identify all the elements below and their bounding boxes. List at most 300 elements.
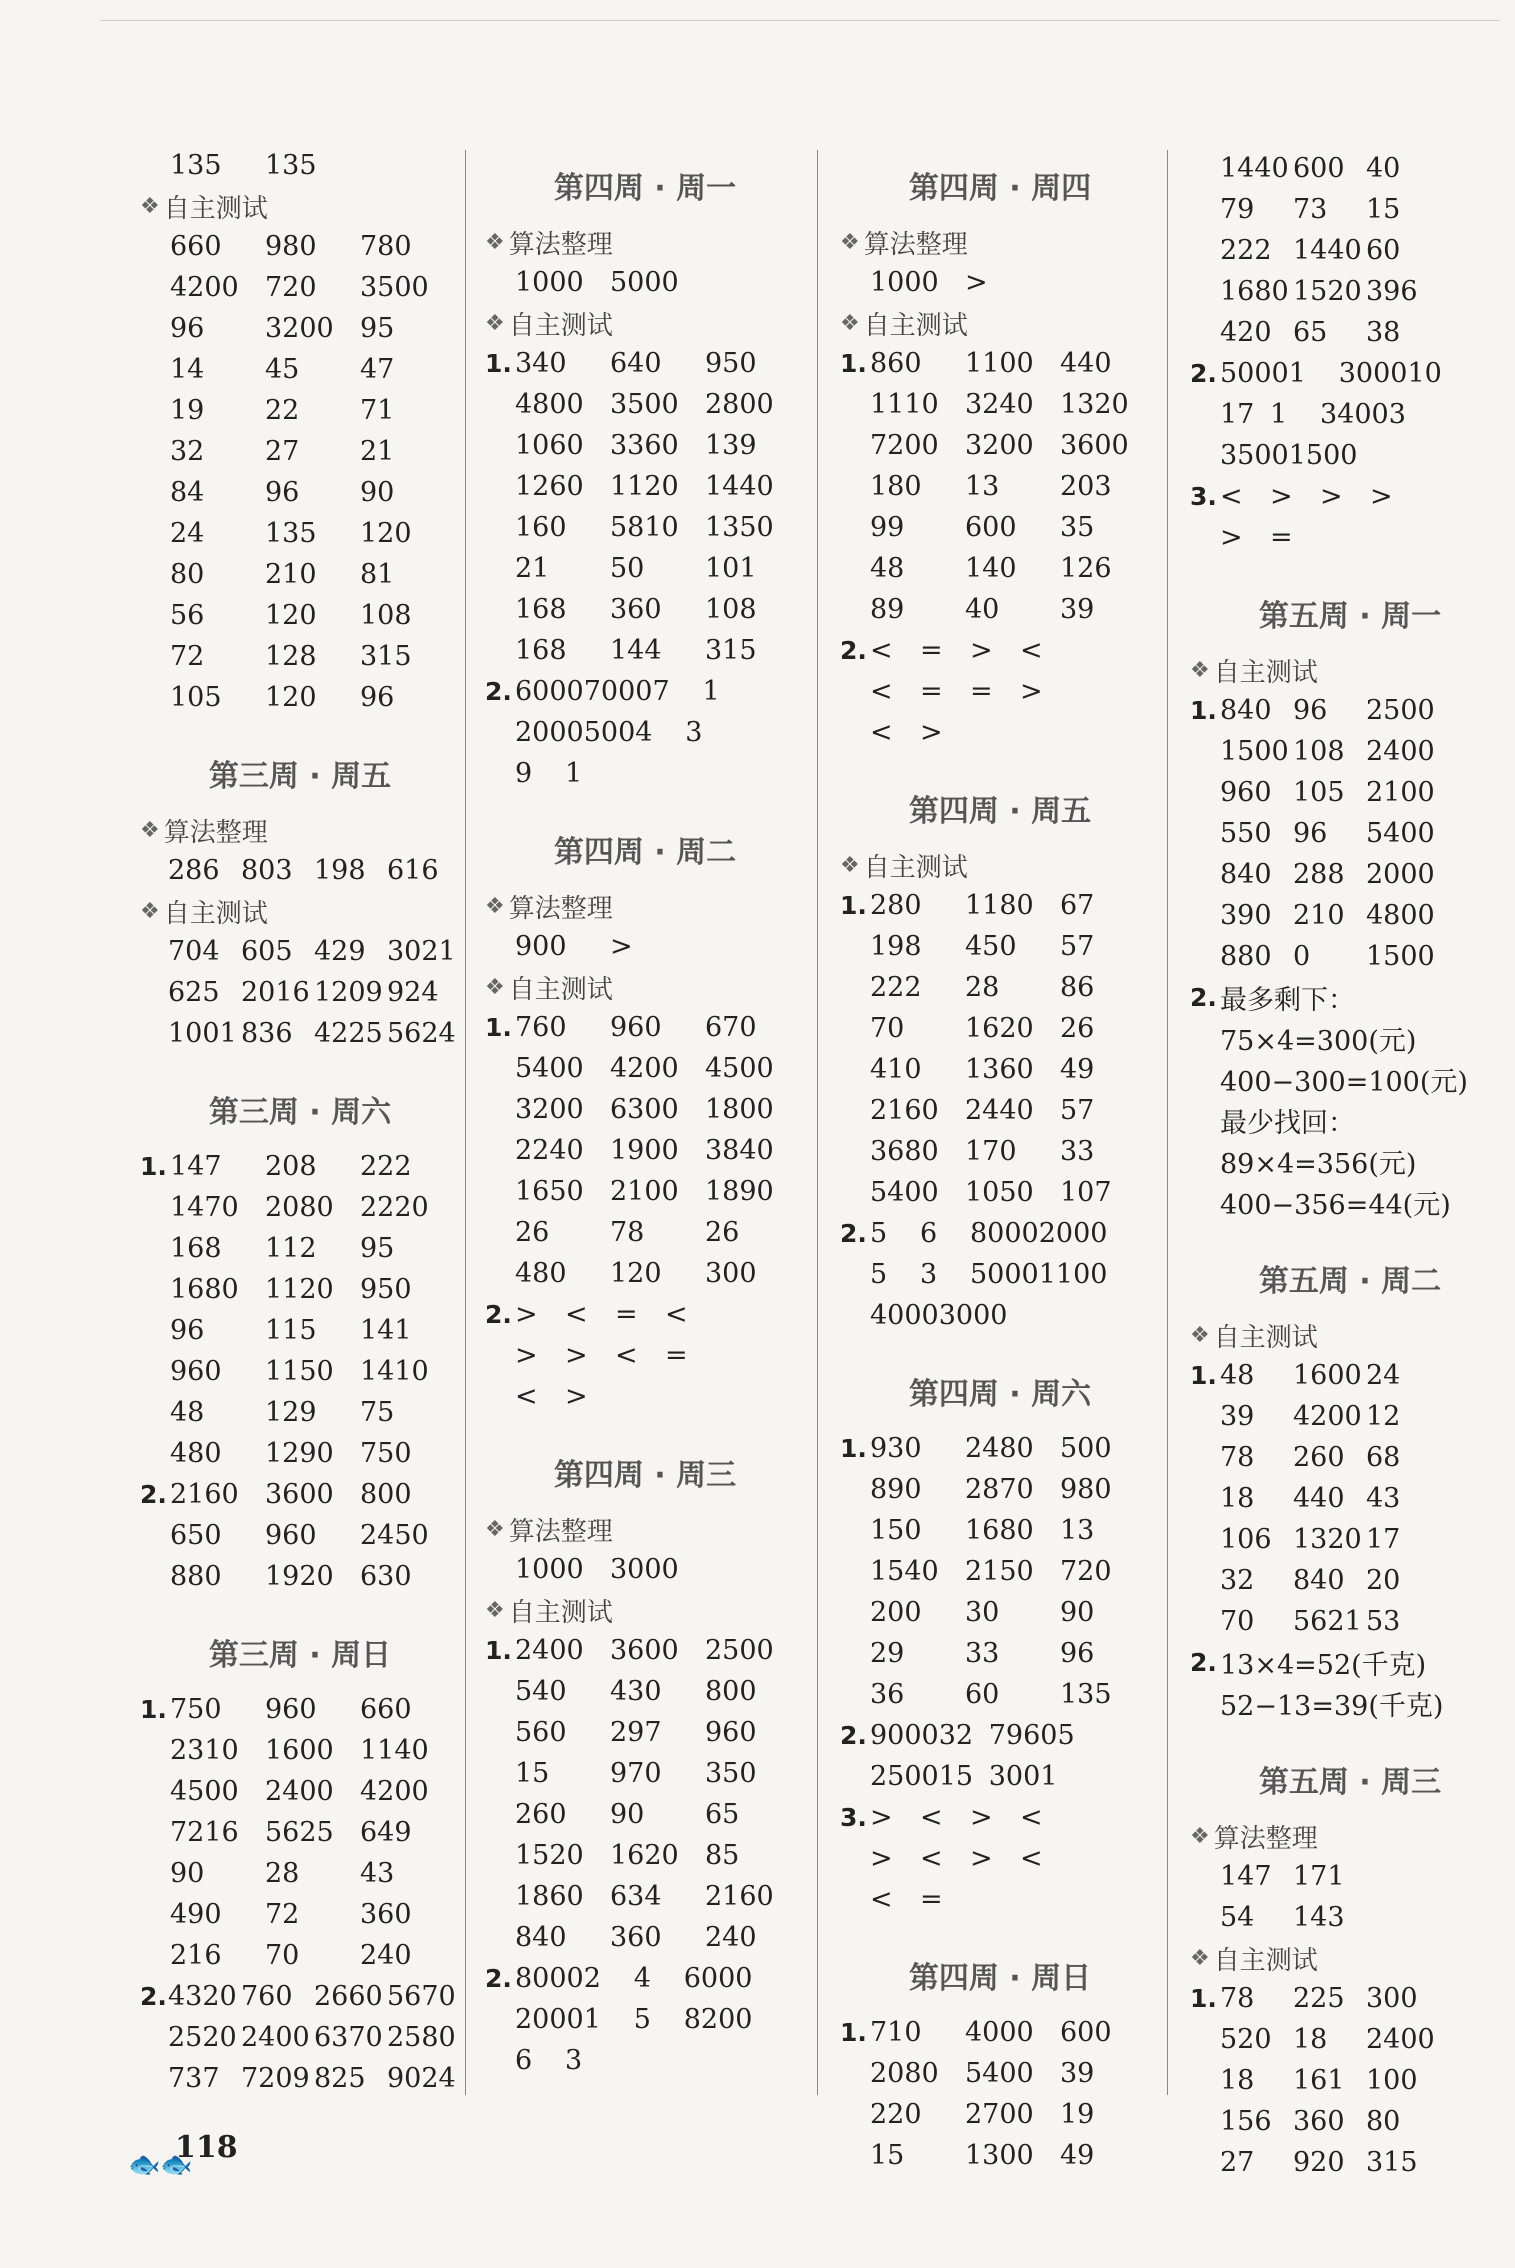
answer-cell: < (1020, 1843, 1043, 1874)
answer-cell: > (970, 635, 993, 666)
answer-cell: 1620 (965, 1013, 1034, 1044)
answer-row (1190, 476, 1510, 517)
answer-cell: 315 (705, 635, 757, 666)
answer-cell: 85 (705, 1840, 740, 1871)
answer-cell: > (870, 1843, 893, 1874)
answer-row (485, 1130, 805, 1171)
answer-row (1190, 1560, 1510, 1601)
answer-cell: 78 (1220, 1983, 1255, 2014)
answer-cell: 350 (705, 1758, 757, 1789)
answer-row (1190, 435, 1510, 476)
answer-cell: 2000 (515, 2004, 584, 2035)
answer-cell: 4200 (170, 272, 239, 303)
answer-cell: 240 (360, 1940, 412, 1971)
subsection-label (1190, 650, 1510, 690)
answer-cell: 3200 (965, 430, 1034, 461)
answer-cell: 300 (1366, 1983, 1418, 2014)
answer-cell: < (615, 1340, 638, 1371)
answer-cell: 35 (1060, 512, 1095, 543)
answer-cell: 1600 (265, 1735, 334, 1766)
answer-cell: 600 (965, 512, 1017, 543)
answer-cell: 47 (360, 354, 395, 385)
answer-row (1190, 1018, 1510, 1059)
answer-cell: 18 (1220, 2065, 1255, 2096)
answer-cell: 1410 (360, 1356, 429, 1387)
answer-row (840, 1592, 1160, 1633)
top-rule (100, 20, 1500, 21)
answer-cell: 7960 (988, 1720, 1058, 1751)
question-number: 1. (840, 891, 867, 920)
answer-cell: 5000 (970, 1259, 1039, 1290)
answer-cell: 1110 (870, 389, 939, 420)
answer-row (485, 1549, 805, 1590)
answer-row (840, 967, 1160, 1008)
answer-cell: 15 (1366, 194, 1401, 225)
answer-cell: 75 (360, 1397, 395, 1428)
answer-cell: 2310 (170, 1735, 239, 1766)
answer-row (840, 1551, 1160, 1592)
answer-cell: > (1320, 481, 1343, 512)
answer-row (840, 671, 1160, 712)
answer-cell: 640 (610, 348, 662, 379)
answer-cell: < (1020, 1802, 1043, 1833)
answer-cell: 120 (265, 682, 317, 713)
answer-cell: 360 (1293, 2106, 1345, 2137)
question-number: 2. (140, 1982, 167, 2011)
answer-cell: 15 (938, 1761, 974, 1792)
answer-cell: 924 (387, 977, 439, 1008)
answer-cell: 80 (1366, 2106, 1401, 2137)
question-number: 1. (840, 2018, 867, 2047)
answer-row (140, 1853, 460, 1894)
subsection-text: 算法整理 (508, 893, 613, 924)
answer-cell: 3000 (610, 1554, 679, 1585)
subsection-label (140, 186, 460, 226)
answer-row (485, 1630, 805, 1671)
answer-cell: 1920 (265, 1561, 334, 1592)
answer-row (840, 507, 1160, 548)
answer-cell: 1050 (965, 1177, 1034, 1208)
answer-row (485, 507, 805, 548)
answer-cell: 67 (1060, 890, 1095, 921)
answer-cell: 3600 (610, 1635, 679, 1666)
answer-cell: > (1020, 676, 1043, 707)
answer-cell: 43 (360, 1858, 395, 1889)
answer-cell: 80 (170, 559, 205, 590)
question-number: 1. (840, 349, 867, 378)
answer-row (1190, 2019, 1510, 2060)
answer-cell: > (970, 1802, 993, 1833)
answer-cell: 33 (1060, 1136, 1095, 1167)
question-number: 2. (485, 1300, 512, 1329)
answer-row (140, 1146, 460, 1187)
subsection-label (485, 967, 805, 1007)
answer-row (485, 1999, 805, 2040)
section-title: 第五周 · 周二 (1258, 1264, 1442, 1299)
answer-cell: 1650 (515, 1176, 584, 1207)
answer-row (1190, 2101, 1510, 2142)
answer-cell: 156 (1220, 2106, 1272, 2137)
diamond-bullet-icon: ❖ (140, 898, 160, 924)
answer-cell: 160 (515, 512, 567, 543)
answer-cell: 72 (170, 641, 205, 672)
answer-cell: > (1270, 481, 1293, 512)
answer-cell: 1180 (965, 890, 1034, 921)
answer-row (140, 1730, 460, 1771)
answer-cell: > (920, 717, 943, 748)
answer-row (485, 671, 805, 712)
answer-cell: 54 (1220, 1902, 1255, 1933)
answer-cell: 4200 (1293, 1401, 1362, 1432)
answer-cell: 1000 (515, 267, 584, 298)
answer-row (840, 1633, 1160, 1674)
answer-cell: 13 (1060, 1515, 1095, 1546)
answer-row (140, 1187, 460, 1228)
answer-row (140, 308, 460, 349)
answer-row (1190, 813, 1510, 854)
answer-row (140, 1433, 460, 1474)
answer-row (840, 343, 1160, 384)
answer-cell: 28 (965, 972, 1000, 1003)
answer-cell: 12 (1366, 1401, 1401, 1432)
answer-cell: 32 (170, 436, 205, 467)
answer-cell: 49 (1060, 1054, 1095, 1085)
answer-cell: 33 (965, 1638, 1000, 1669)
diamond-bullet-icon: ❖ (485, 893, 505, 919)
answer-cell: 3 (1388, 399, 1406, 430)
answer-row (840, 1674, 1160, 1715)
answer-cell: 2080 (265, 1192, 334, 1223)
answer-cell: 3 (565, 2045, 583, 2076)
answer-cell: 40 (965, 594, 1000, 625)
answer-row (1190, 148, 1510, 189)
answer-cell: 9 (515, 758, 533, 789)
answer-cell: 2 (583, 1963, 601, 1994)
subsection-text: 算法整理 (863, 229, 968, 260)
answer-row (140, 1976, 460, 2017)
subsection-text: 自主测试 (863, 310, 968, 341)
answer-cell: 625 (168, 977, 220, 1008)
answer-cell: 1620 (610, 1840, 679, 1871)
answer-cell: 400−300=100(元) (1220, 1067, 1468, 1098)
answer-cell: 2450 (360, 1520, 429, 1551)
answer-cell: 180 (870, 471, 922, 502)
answer-cell: 5810 (610, 512, 679, 543)
answer-cell: 96 (265, 477, 300, 508)
answer-cell: 6000 (683, 1963, 753, 1994)
answer-cell: 2016 (241, 977, 310, 1008)
answer-cell: 168 (515, 594, 567, 625)
answer-row (140, 1689, 460, 1730)
answer-cell: 60 (965, 1679, 1000, 1710)
answer-cell: 634 (610, 1881, 662, 1912)
answer-cell: < (870, 717, 893, 748)
answer-cell: 1440 (1220, 153, 1289, 184)
answer-cell: 900 (515, 931, 567, 962)
answer-row (140, 1310, 460, 1351)
answer-cell: < (920, 1843, 943, 1874)
answer-cell: 6370 (314, 2022, 383, 2053)
answer-row (1190, 189, 1510, 230)
answer-cell: 2520 (168, 2022, 237, 2053)
answer-cell: 960 (170, 1356, 222, 1387)
answer-cell: 600 (1060, 2017, 1112, 2048)
answer-cell: 198 (870, 931, 922, 962)
answer-cell: 5621 (1293, 1606, 1362, 1637)
answer-cell: 120 (265, 600, 317, 631)
answer-row (140, 1771, 460, 1812)
answer-row (1190, 772, 1510, 813)
answer-row (1190, 1141, 1510, 1182)
answer-cell: 760 (241, 1981, 293, 2012)
answer-cell: 135 (170, 150, 222, 181)
answer-cell: 880 (170, 1561, 222, 1592)
section-title: 第三周 · 周五 (208, 759, 392, 794)
answer-cell: 48 (1220, 1360, 1255, 1391)
answer-cell: 108 (705, 594, 757, 625)
answer-cell: 315 (1366, 2147, 1418, 2178)
column-3 (840, 160, 1160, 2176)
question-number: 2. (140, 1480, 167, 1509)
answer-cell: 836 (241, 1018, 293, 1049)
answer-cell: 115 (265, 1315, 317, 1346)
answer-cell: 840 (1293, 1565, 1345, 1596)
answer-cell: 71 (360, 395, 395, 426)
question-number: 2. (840, 636, 867, 665)
answer-cell: 140 (965, 553, 1017, 584)
answer-cell: 2000 (1038, 1218, 1108, 1249)
answer-cell: 2240 (515, 1135, 584, 1166)
answer-cell: 3 (685, 717, 703, 748)
diamond-bullet-icon: ❖ (485, 1597, 505, 1623)
answer-cell: 39 (1220, 1401, 1255, 1432)
answer-cell: 240 (705, 1922, 757, 1953)
answer-cell: 3200 (265, 313, 334, 344)
answer-row (140, 1392, 460, 1433)
answer-cell: 216 (170, 1940, 222, 1971)
answer-row (1190, 936, 1510, 977)
answer-cell: 18 (1220, 1483, 1255, 1514)
answer-cell: 2400 (265, 1776, 334, 1807)
answer-row (140, 1556, 460, 1597)
subsection-text: 自主测试 (163, 193, 268, 224)
answer-row (1190, 1478, 1510, 1519)
answer-cell: 13 (965, 471, 1000, 502)
answer-cell: 1890 (705, 1176, 774, 1207)
answer-cell: 200 (870, 1597, 922, 1628)
answer-cell: 96 (170, 313, 205, 344)
answer-cell: 72 (265, 1899, 300, 1930)
answer-cell: 26 (515, 1217, 550, 1248)
answer-cell: 780 (360, 231, 412, 262)
answer-cell: 1120 (265, 1274, 334, 1305)
answer-cell: 208 (265, 1151, 317, 1182)
answer-row (485, 712, 805, 753)
answer-cell: 616 (387, 855, 439, 886)
question-number: 2. (840, 1219, 867, 1248)
answer-cell: 930 (870, 1433, 922, 1464)
answer-cell: 1500 (1288, 440, 1358, 471)
diamond-bullet-icon: ❖ (1190, 657, 1210, 683)
section-title: 第三周 · 周六 (208, 1095, 392, 1130)
answer-cell: 143 (1293, 1902, 1345, 1933)
answer-cell: 286 (168, 855, 220, 886)
answer-cell: 360 (360, 1899, 412, 1930)
answer-cell: 260 (515, 1799, 567, 1830)
answer-cell: 4500 (170, 1776, 239, 1807)
answer-cell: 3000 (938, 1300, 1008, 1331)
answer-cell: 0 (1293, 941, 1311, 972)
answer-cell: 112 (265, 1233, 317, 1264)
answer-cell: 14 (170, 354, 205, 385)
answer-cell: 78 (610, 1217, 645, 1248)
answer-row (1190, 1519, 1510, 1560)
answer-cell: 4000 (870, 1300, 939, 1331)
answer-row (1190, 1100, 1510, 1141)
answer-cell: 32 (1220, 1565, 1255, 1596)
answer-cell: = (615, 1299, 638, 1330)
answer-cell: 800 (705, 1676, 757, 1707)
answer-cell: 120 (360, 518, 412, 549)
diamond-bullet-icon: ❖ (485, 310, 505, 336)
question-number: 2. (485, 677, 512, 706)
answer-cell: 960 (610, 1012, 662, 1043)
answer-cell: 27 (1220, 2147, 1255, 2178)
answer-cell: 970 (610, 1758, 662, 1789)
answer-cell: 4 (635, 717, 653, 748)
answer-cell: 920 (1293, 2147, 1345, 2178)
answer-row (485, 1335, 805, 1376)
answer-cell: 2700 (965, 2099, 1034, 2130)
answer-cell: 8000 (515, 1963, 584, 1994)
page-number: 118 (175, 2130, 238, 2165)
answer-row (840, 1213, 1160, 1254)
answer-cell: 3021 (387, 936, 456, 967)
answer-row (140, 2058, 460, 2099)
answer-cell: > (1370, 481, 1393, 512)
answer-row (140, 431, 460, 472)
section-title: 第四周 · 周六 (908, 1377, 1092, 1412)
answer-cell: 1800 (705, 1094, 774, 1125)
answer-cell: 2000 (515, 717, 584, 748)
subsection-label (1190, 1315, 1510, 1355)
answer-row (485, 1671, 805, 1712)
answer-cell: 3400 (1320, 399, 1389, 430)
answer-cell: 5624 (387, 1018, 456, 1049)
answer-row (485, 1089, 805, 1130)
answer-cell: 2160 (170, 1479, 239, 1510)
answer-cell: 1140 (360, 1735, 429, 1766)
answer-cell: 1001 (168, 1018, 237, 1049)
answer-cell: 90 (360, 477, 395, 508)
answer-cell: 400−356=44(元) (1220, 1190, 1451, 1221)
answer-cell: 4800 (515, 389, 584, 420)
section-title: 第四周 · 周三 (553, 1458, 737, 1493)
answer-cell: 890 (870, 1474, 922, 1505)
answer-cell: 660 (170, 231, 222, 262)
answer-cell: 65 (705, 1799, 740, 1830)
answer-cell: 288 (1293, 859, 1345, 890)
answer-cell: 96 (1060, 1638, 1095, 1669)
answer-cell: = (970, 676, 993, 707)
answer-cell: < (870, 1884, 893, 1915)
answer-cell: 89×4=356(元) (1220, 1149, 1417, 1180)
answer-row (1190, 1683, 1510, 1724)
section-title: 第四周 · 周二 (553, 835, 737, 870)
answer-cell: 5 (870, 1259, 888, 1290)
answer-row (485, 1294, 805, 1335)
answer-row (485, 589, 805, 630)
answer-cell: 300 (705, 1258, 757, 1289)
subsection-text: 算法整理 (163, 817, 268, 848)
answer-cell: 430 (610, 1676, 662, 1707)
answer-cell: 500 (1060, 1433, 1112, 1464)
answer-cell: 24 (1366, 1360, 1401, 1391)
answer-cell: 600 (1293, 153, 1345, 184)
answer-cell: 40 (1366, 153, 1401, 184)
answer-cell: 9000 (870, 1720, 939, 1751)
answer-row (485, 1794, 805, 1835)
answer-cell: 5 (870, 1218, 888, 1249)
answer-cell: 84 (170, 477, 205, 508)
answer-cell: 5 (633, 2004, 651, 2035)
answer-cell: 38 (1366, 317, 1401, 348)
fish-mascot-icon: 🐟🐟 (128, 2150, 193, 2180)
answer-row (840, 425, 1160, 466)
question-number: 1. (1190, 1984, 1217, 2013)
answer-cell: 70 (870, 1013, 905, 1044)
answer-row (140, 1894, 460, 1935)
answer-cell: 803 (241, 855, 293, 886)
column-4 (1190, 148, 1510, 2183)
answer-row (840, 1172, 1160, 1213)
answer-cell: 65 (1293, 317, 1328, 348)
subsection-text: 自主测试 (508, 1597, 613, 1628)
section-title: 第五周 · 周一 (1258, 599, 1442, 634)
answer-row (840, 1090, 1160, 1131)
answer-row (140, 390, 460, 431)
answer-row (140, 1228, 460, 1269)
answer-cell: 1260 (515, 471, 584, 502)
answer-cell: 1 (583, 2004, 601, 2035)
answer-cell: 105 (170, 682, 222, 713)
answer-cell: > (965, 267, 988, 298)
answer-row (140, 677, 460, 718)
answer-cell: 950 (705, 348, 757, 379)
answer-cell: 27 (265, 436, 300, 467)
answer-cell: = (920, 676, 943, 707)
answer-row (140, 2017, 460, 2058)
answer-cell: 1209 (314, 977, 383, 1008)
answer-row (1190, 854, 1510, 895)
answer-cell: 99 (870, 512, 905, 543)
subsection-text: 算法整理 (1213, 1823, 1318, 1854)
section-title: 第三周 · 周日 (208, 1638, 392, 1673)
answer-cell: 649 (360, 1817, 412, 1848)
answer-cell: 107 (1060, 1177, 1112, 1208)
answer-row (485, 1212, 805, 1253)
answer-cell: 128 (265, 641, 317, 672)
answer-cell: 222 (360, 1151, 412, 1182)
answer-cell: 500 (583, 717, 636, 748)
answer-cell: 2160 (870, 1095, 939, 1126)
answer-row (840, 384, 1160, 425)
answer-row (840, 1838, 1160, 1879)
answer-row (840, 1254, 1160, 1295)
answer-cell: 360 (610, 1922, 662, 1953)
answer-cell: 2400 (1366, 2024, 1435, 2055)
answer-row (840, 1428, 1160, 1469)
